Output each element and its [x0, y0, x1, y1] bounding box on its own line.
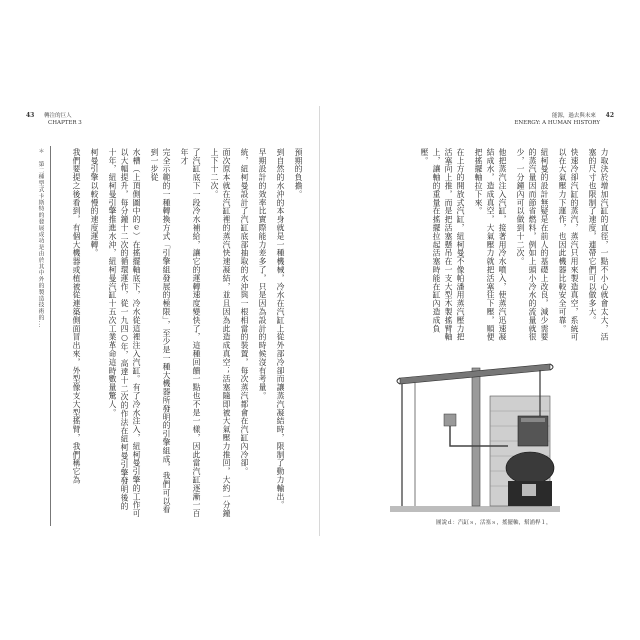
left-paragraph-9: 預期的負擔。 [294, 148, 303, 199]
left-running-head [26, 112, 82, 127]
left-paragraph-1: 柯曼引擎以較慢的速度運轉。 [90, 148, 99, 258]
right-paragraph-4: 力取決於增加汽缸的直徑，一點不小心就會太大，活塞的尺寸也限制了速度，連帶它們可以做多大。 [588, 148, 609, 342]
right-page-number: 42 [605, 112, 614, 119]
book-spread [20, 106, 620, 536]
left-paragraph-7: 早期設計的效率比實際能力差多了，只是因為設計的時候沒有考量。 [258, 148, 267, 400]
right-running-subtitle: ENERGY: A HUMAN HISTORY [514, 120, 600, 126]
right-paragraph-3: 快速冷卻汽缸的蒸汽，蒸汽只用來製造真空，系統可以在大氣壓力下運作，也因此機器比較安全可靠。 [558, 148, 579, 342]
right-running-head [514, 112, 614, 127]
footnote-rule [50, 146, 51, 526]
right-paragraph-1: 他把蒸汽注入汽缸，接著用冷水噴入，使蒸汽迅速凝結成水，造成真空，大氣壓力就把活塞往下壓，順便把搖擺軸拉下來。 [474, 148, 507, 342]
figure-caption: 圖說ｄ：汽缸ｓ，活塞ｓ，搖擺軸，幫浦桿１， [436, 520, 552, 526]
left-paragraph-6: 統，紐柯曼設計了汽缸底部抽取的水沖與一根相當的裝置，每次蒸汽都會在汽缸內冷卻。 [240, 148, 249, 476]
right-paragraph-0: 在上方的開放式汽缸，紐柯曼不像帕潘用蒸汽壓力把活塞向上推，而是把活塞懸吊在一支大型木製搖臂軸上，讓軸的重量在搖擺拉起活塞時能在缸內造成負壓。 [420, 148, 465, 342]
right-body-text [370, 148, 610, 348]
left-paragraph-0: 我們要提之後看到，有個大機器或植被從連築側面冒出來，外型像支大型搖臂，我們稱它為 [72, 148, 81, 484]
left-running-title: 轉注的巨人 [44, 113, 72, 119]
left-paragraph-3: 完全示範的一種轉換方式「引擎組發展的極限」，至少是一種大機器所發明的引擎組成，我們可以看到一步從 [150, 148, 171, 514]
right-page [320, 106, 620, 536]
left-running-subtitle: CHAPTER 3 [48, 120, 82, 126]
left-paragraph-5: 面次原本就在汽缸裡的蒸汽快速凝結，並且因為此造成真空；活塞隨即被大氣壓力推回，大約一分鐘上下十二次。 [210, 148, 231, 518]
left-page-number: 43 [26, 112, 35, 119]
left-page [20, 106, 320, 536]
footnote: ＊ 第二種型式卡斯特的發展成功是由於其中外的製造技術的... [37, 148, 43, 329]
right-running-title: 能源，過去與未來 [551, 113, 596, 119]
left-paragraph-4: 了汽缸底下一段冷水補給，讓它的運轉速度變快了，這種回饋一點也不是一樣，因此當汽缸逐漸一百年才 [180, 148, 201, 518]
right-paragraph-2: 紐柯曼的設計無疑是在前人的基礎上改良，減少需要的蒸汽量因而節省燃料，例如上頭小冷水的流量就很少，一分鐘內可以做到十二次。 [516, 148, 549, 342]
left-body-text [60, 148, 310, 518]
left-paragraph-2: 水槽（上頂側圖中的ｅ）在搖擺軸底下，冷水從這裡注入汽缸。有了冷水注入，紐柯曼引擎的工作可以大幅提升，每分鐘十二次的循環運作，從一九四○年，高達十二次的作法在紐柯曼引擎發明後的十年，紐柯曼引擎推進水沖，紐柯曼汽缸十五次工業革命這時數量驚人。 [108, 148, 141, 518]
left-paragraph-8: 到自然的水沖的本身就是一種機械，冷水在汽缸上從外部冷卻而讓蒸汽凝結時，限制了動力輸出。 [276, 148, 285, 510]
newcomen-engine-illustration [390, 356, 560, 516]
